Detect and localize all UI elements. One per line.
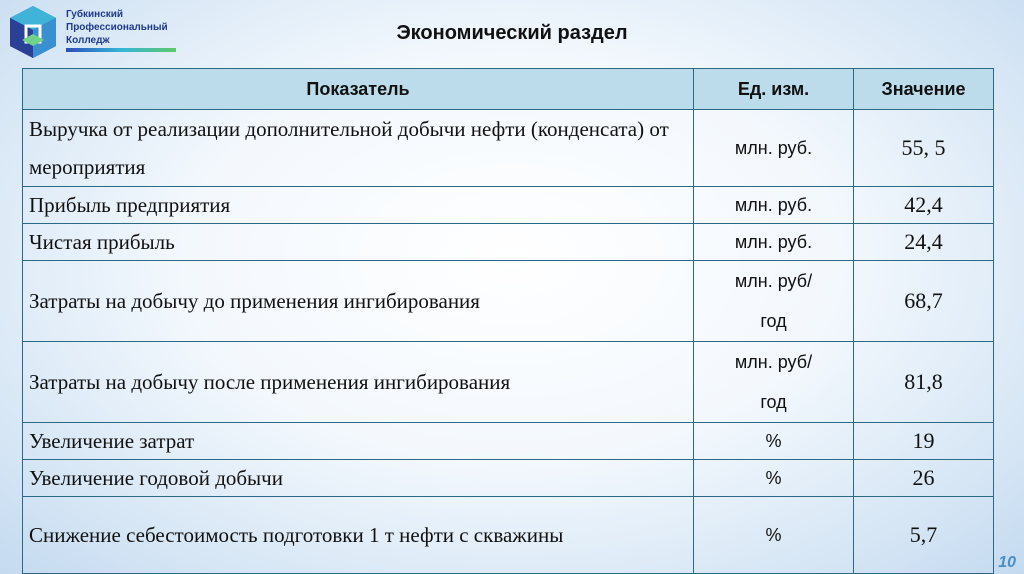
row-value: 42,4 bbox=[854, 187, 994, 224]
logo-color-bar bbox=[66, 48, 176, 52]
row-value: 19 bbox=[854, 423, 994, 460]
row-unit: % bbox=[694, 497, 854, 574]
row-unit: млн. руб/год bbox=[694, 342, 854, 423]
row-unit: % bbox=[694, 423, 854, 460]
row-name: Снижение себестоимость подготовки 1 т нефти с скважины bbox=[23, 497, 694, 574]
table-row bbox=[23, 423, 994, 460]
table-row bbox=[23, 497, 994, 574]
row-name: Затраты на добычу после применения ингибирования bbox=[23, 342, 694, 423]
row-value: 68,7 bbox=[854, 261, 994, 342]
table-row bbox=[23, 187, 994, 224]
table-row bbox=[23, 224, 994, 261]
header-value: Значение bbox=[854, 69, 994, 110]
page-title: Экономический раздел bbox=[396, 22, 628, 44]
logo-line-2: Профессиональный bbox=[66, 22, 168, 33]
row-unit: % bbox=[694, 460, 854, 497]
row-value: 55, 5 bbox=[854, 110, 994, 187]
table-header-row bbox=[23, 69, 994, 110]
row-unit: млн. руб. bbox=[694, 187, 854, 224]
row-name: Прибыль предприятия bbox=[23, 187, 694, 224]
economics-table bbox=[22, 68, 994, 574]
row-unit: млн. руб. bbox=[694, 224, 854, 261]
logo-line-1: Губкинский bbox=[66, 9, 124, 20]
row-value: 5,7 bbox=[854, 497, 994, 574]
table-row bbox=[23, 342, 994, 423]
row-name: Увеличение годовой добычи bbox=[23, 460, 694, 497]
header-indicator: Показатель bbox=[23, 69, 694, 110]
page-number: 10 bbox=[998, 554, 1016, 571]
header-unit: Ед. изм. bbox=[694, 69, 854, 110]
row-unit: млн. руб/год bbox=[694, 261, 854, 342]
table-row bbox=[23, 460, 994, 497]
table-row bbox=[23, 110, 994, 187]
row-name: Выручка от реализации дополнительной добычи нефти (конденсата) от мероприятия bbox=[23, 110, 694, 187]
row-value: 26 bbox=[854, 460, 994, 497]
row-unit: млн. руб. bbox=[694, 110, 854, 187]
table-row bbox=[23, 261, 994, 342]
row-name: Чистая прибыль bbox=[23, 224, 694, 261]
logo-line-3: Колледж bbox=[66, 35, 110, 46]
row-value: 24,4 bbox=[854, 224, 994, 261]
row-name: Затраты на добычу до применения ингибирования bbox=[23, 261, 694, 342]
row-value: 81,8 bbox=[854, 342, 994, 423]
row-name: Увеличение затрат bbox=[23, 423, 694, 460]
